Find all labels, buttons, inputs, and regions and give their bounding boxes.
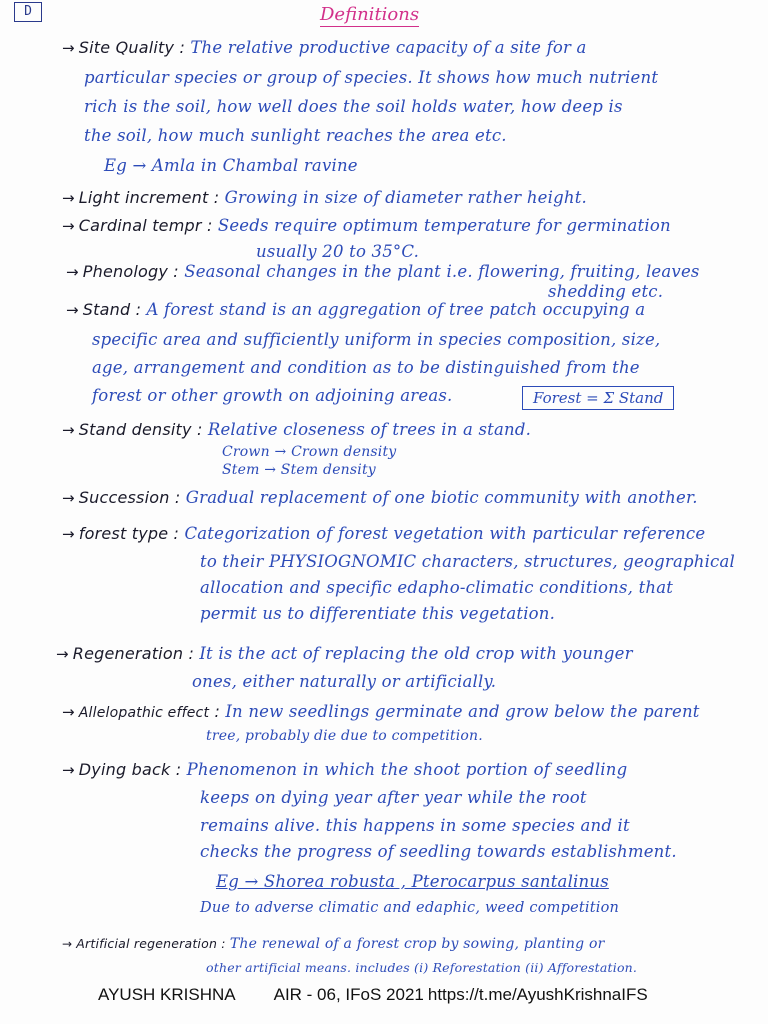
term: Dying back	[78, 760, 171, 779]
definition-line: shedding etc.	[548, 282, 664, 301]
arrow-icon: →	[66, 301, 79, 319]
definition-line: checks the progress of seedling towards establishment.	[200, 842, 677, 861]
definition-line: permit us to differentiate this vegetation.	[200, 604, 556, 623]
example-line: Eg → Amla in Chambal ravine	[104, 156, 358, 175]
definition-line: keeps on dying year after year while the root	[200, 788, 587, 807]
definition-line: The renewal of a forest crop by sowing, planting or	[229, 936, 605, 952]
definition-line: The relative productive capacity of a site for a	[190, 38, 587, 57]
definition-line: forest or other growth on adjoining areas.	[92, 386, 453, 405]
definition-line: Due to adverse climatic and edaphic, weed competition	[200, 900, 620, 916]
definition-line: Phenomenon in which the shoot portion of seedling	[186, 760, 628, 779]
entry-succession: → Succession : Gradual replacement of one biotic community with another.	[62, 488, 698, 507]
definition-line: Crown → Crown density	[222, 444, 397, 460]
definition-line: to their PHYSIOGNOMIC characters, structures, geographical	[200, 552, 735, 571]
definition-line: Gradual replacement of one biotic community with another.	[185, 488, 698, 507]
definition-line: Seasonal changes in the plant i.e. flowering, fruiting, leaves	[184, 262, 700, 281]
term: Regeneration	[72, 644, 184, 663]
footer-link[interactable]: https://t.me/AyushKrishnaIFS	[427, 985, 648, 1004]
arrow-icon: →	[62, 761, 75, 779]
definition-line: Relative closeness of trees in a stand.	[207, 420, 532, 439]
definition-line: specific area and sufficiently uniform in species composition, size,	[92, 330, 661, 349]
arrow-icon: →	[62, 421, 75, 439]
definition-line: allocation and specific edapho-climatic conditions, that	[200, 578, 674, 597]
term: Succession	[78, 488, 170, 507]
arrow-icon: →	[62, 525, 75, 543]
term: Allelopathic effect	[78, 705, 210, 721]
formula-box: Forest = Σ Stand	[522, 386, 674, 410]
definition-line: ones, either naturally or artificially.	[192, 672, 497, 691]
definition-line: In new seedlings germinate and grow below the parent	[225, 702, 700, 721]
definition-line: tree, probably die due to competition.	[206, 728, 483, 744]
definition-line: rich is the soil, how well does the soil holds water, how deep is	[84, 97, 623, 116]
footer-author: AYUSH KRISHNA	[98, 985, 236, 1004]
definition-line: the soil, how much sunlight reaches the area etc.	[84, 126, 507, 145]
definition-line: A forest stand is an aggregation of tree patch occupying a	[146, 300, 646, 319]
arrow-icon: →	[56, 645, 69, 663]
definition-line: usually 20 to 35°C.	[256, 242, 420, 261]
definition-line: Categorization of forest vegetation with particular reference	[184, 524, 706, 543]
definition-line: other artificial means. includes (i) Reforestation (ii) Afforestation.	[206, 960, 638, 975]
definition-line: Stem → Stem density	[222, 462, 376, 478]
term: Light increment	[78, 188, 209, 207]
arrow-icon: →	[66, 263, 79, 281]
arrow-icon: →	[62, 937, 73, 951]
footer-rank: AIR - 06, IFoS 2021	[273, 985, 424, 1004]
term: Cardinal tempr	[78, 216, 202, 235]
definition-line: age, arrangement and condition as to be distinguished from the	[92, 358, 640, 377]
term: Artificial regeneration	[76, 936, 218, 951]
definition-line: particular species or group of species. It shows how much nutrient	[84, 68, 659, 87]
term: Site Quality	[78, 38, 175, 57]
definition-line: Growing in size of diameter rather height.	[224, 188, 587, 207]
term: Stand	[82, 300, 131, 319]
definition-line: remains alive. this happens in some species and it	[200, 816, 630, 835]
arrow-icon: →	[62, 703, 75, 721]
definition-line: Seeds require optimum temperature for germination	[217, 216, 671, 235]
example-line: Eg → Shorea robusta , Pterocarpus santalinus	[216, 872, 609, 891]
footer	[98, 985, 648, 1005]
term: Phenology	[82, 262, 169, 281]
term: Stand density	[78, 420, 192, 439]
arrow-icon: →	[62, 39, 75, 57]
arrow-icon: →	[62, 189, 75, 207]
corner-mark: D	[14, 2, 42, 22]
definition-line: It is the act of replacing the old crop with younger	[199, 644, 633, 663]
arrow-icon: →	[62, 489, 75, 507]
entry-light-increment: → Light increment : Growing in size of diameter rather height.	[62, 188, 587, 207]
notes-page: D Definitions → Site Quality : The relative productive capacity of a site for a particular species or group of species. It shows how much nutrient rich is the soil, how well does the soil holds water, how deep is the soil, how much sunlight reaches the area etc. Eg → Amla in Chambal ravine → Light increment : Growing in size of diameter rather height. → Cardinal tempr : Seeds require optimum temperature for germination usually 20 to 35°C. → Phenology : Seasonal changes in the plant i.e. flowering, fruiting, leaves shedding etc. → Stand : A forest stand is an aggregation of tree patch occupying a specific area and sufficiently uniform in species composition, size, age, arrangement and condition as to be distinguished from the forest or other growth on adjoining areas. Forest = Σ Stand → Stand density : Relative closeness of trees in a stand. Crown → Crown density Stem → Stem density → Succession : Gradual replacement of one biotic community with another. → forest type : Categorization of forest vegetation with particular reference to their PHYSIOGNOMIC characters, structures, geographical allocation and specific edapho-climatic conditions, that permit us to differentiate this vegetation. → Regeneration : It is the act of replacing the old crop with younger ones, either naturally or artificially. → Allelopathic effect : In new seedlings germinate and grow below the parent tree, probably die due to competition. → Dying back : Phenomenon in which the shoot portion of seedling keeps on dying year after year while the root remains alive. this happens in some species and it checks the progress of seedling towards establishment. Eg → Shorea robusta , Pterocarpus santalinus Due to adverse climatic and edaphic, weed competition → Artificial regeneration : The renewal of a forest crop by sowing, planting or other artificial means. includes (i) Reforestation (ii) Afforestation. AYUSH KRISHNA AIR - 06, IFoS 2021 https://t.me/AyushKrishnaIFS	[0, 0, 768, 1024]
term: forest type	[78, 524, 169, 543]
arrow-icon: →	[62, 217, 75, 235]
page-title: Definitions	[320, 4, 420, 25]
